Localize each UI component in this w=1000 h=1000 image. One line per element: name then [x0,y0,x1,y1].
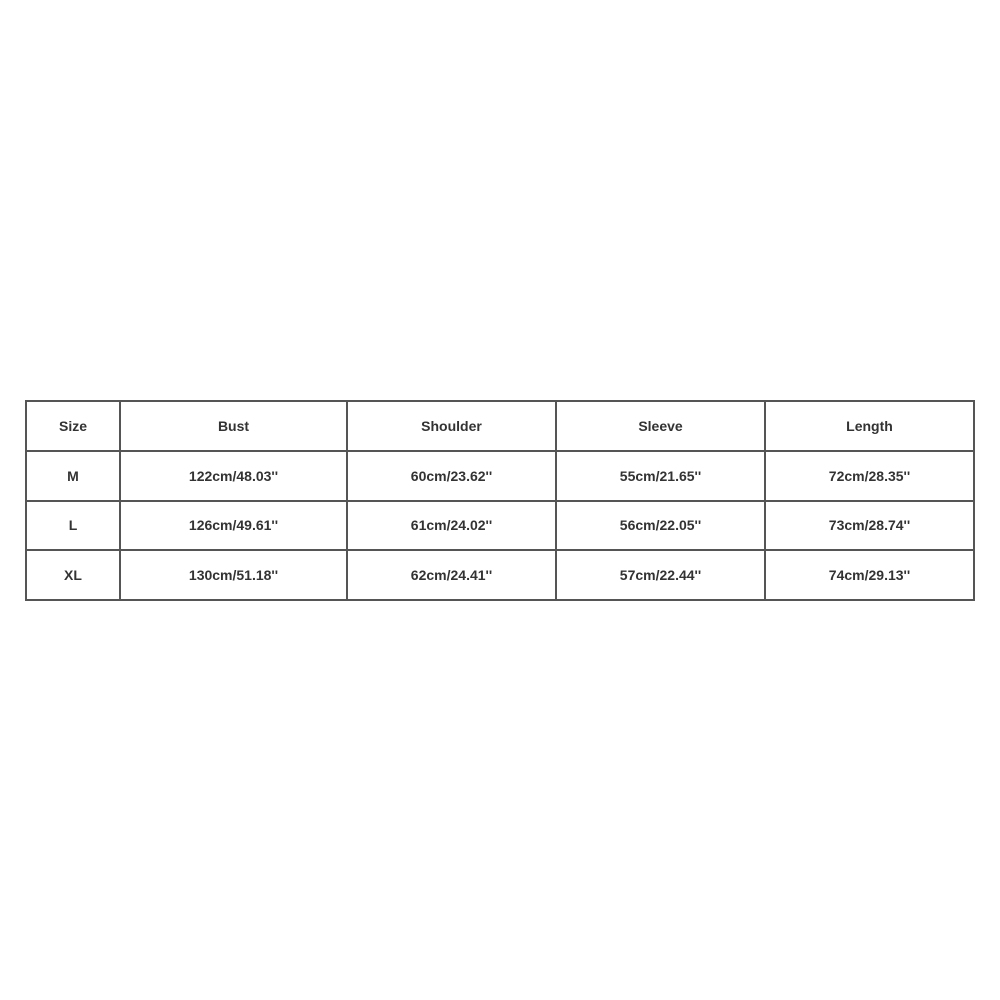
cell-size: XL [26,550,120,600]
cell-shoulder: 61cm/24.02'' [347,501,556,551]
header-size: Size [26,401,120,451]
table-row [26,501,974,551]
cell-length: 74cm/29.13'' [765,550,974,600]
cell-sleeve: 55cm/21.65'' [556,451,765,501]
header-length: Length [765,401,974,451]
cell-length: 72cm/28.35'' [765,451,974,501]
cell-sleeve: 56cm/22.05'' [556,501,765,551]
cell-size: L [26,501,120,551]
size-chart-table [25,400,975,601]
cell-sleeve: 57cm/22.44'' [556,550,765,600]
header-sleeve: Sleeve [556,401,765,451]
cell-shoulder: 60cm/23.62'' [347,451,556,501]
cell-size: M [26,451,120,501]
table-row [26,451,974,501]
cell-bust: 122cm/48.03'' [120,451,347,501]
cell-bust: 126cm/49.61'' [120,501,347,551]
header-shoulder: Shoulder [347,401,556,451]
table-row [26,550,974,600]
cell-shoulder: 62cm/24.41'' [347,550,556,600]
table-header-row [26,401,974,451]
cell-length: 73cm/28.74'' [765,501,974,551]
cell-bust: 130cm/51.18'' [120,550,347,600]
header-bust: Bust [120,401,347,451]
